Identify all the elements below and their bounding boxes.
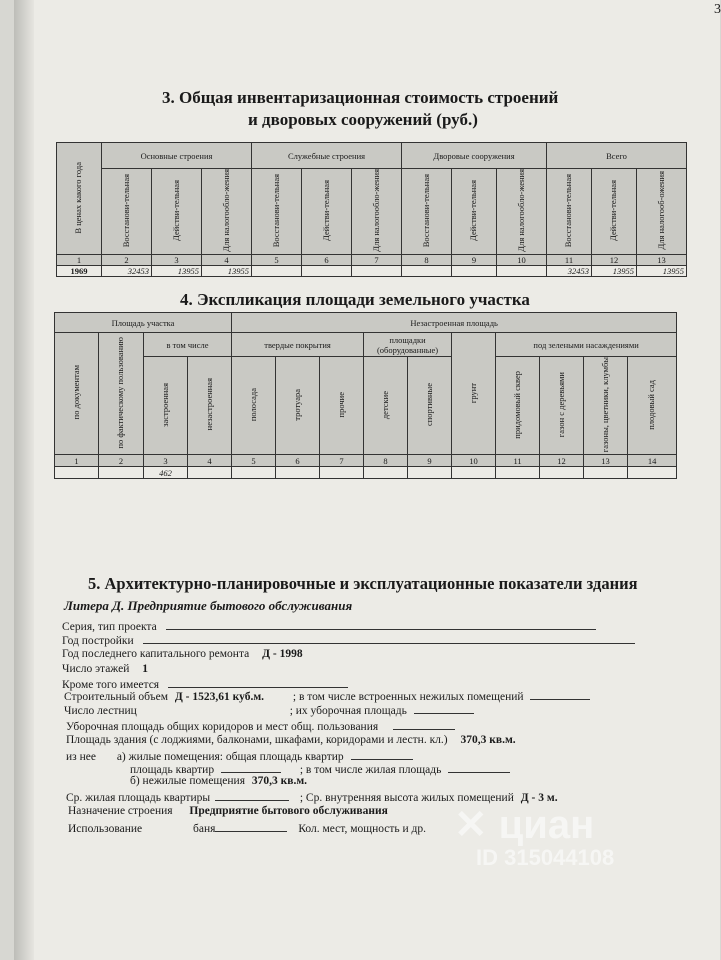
sub-header: Восстанови-тельная <box>120 173 131 247</box>
sub-header: Для налогооблo-жения <box>220 169 231 252</box>
table-cell: 13955 <box>592 265 637 276</box>
incl-living-label: ; в том числе жилая площадь <box>299 764 442 776</box>
col-header: по документам <box>70 365 81 420</box>
col-num: 2 <box>99 455 144 467</box>
table-cell <box>540 467 584 479</box>
col-num: 2 <box>102 254 152 265</box>
col-header: застроенная <box>159 382 170 427</box>
volume-label: Строительный объем <box>64 691 169 703</box>
table-cell <box>402 265 452 276</box>
apt-area-label: площадь квартир <box>130 764 215 776</box>
blank-line <box>393 719 455 730</box>
sub-header: Для налогооб-ожения <box>655 171 666 250</box>
section5-title: 5. Архитектурно-планировочные и эксплуатационные показатели здания <box>88 574 638 593</box>
usage-value: баня <box>193 823 216 835</box>
line-purpose <box>68 805 388 817</box>
floors-value: 1 <box>142 663 148 675</box>
hard-cover-header: твердые покрытия <box>232 333 364 357</box>
group-main: Основные строения <box>102 143 252 169</box>
blank-line <box>143 633 635 644</box>
avg-height-value: Д - 3 м. <box>520 792 558 804</box>
col-num: 4 <box>188 455 232 467</box>
table-cell <box>364 467 408 479</box>
col-num: 12 <box>540 455 584 467</box>
col-num: 7 <box>352 254 402 265</box>
col-num: 7 <box>320 455 364 467</box>
col-header: по фактическому пользованию <box>115 336 126 449</box>
group-total: Всего <box>547 143 687 169</box>
last-repair-label: Год последнего капитального ремонта <box>62 648 250 660</box>
line-last-repair <box>62 648 303 660</box>
stairs-label: Число лестниц <box>64 705 137 717</box>
green-header: под зелеными насаждениями <box>496 333 677 357</box>
col-header: газоны, цветники, клумбы <box>599 357 610 453</box>
col-num: 13 <box>584 455 628 467</box>
blank-line <box>168 677 348 688</box>
group-yard: Дворовые сооружения <box>402 143 547 169</box>
floors-label: Число этажей <box>62 663 130 675</box>
table-cell <box>452 467 496 479</box>
table-cell: 462 <box>144 467 188 479</box>
table-cell <box>276 467 320 479</box>
volume-value: Д - 1523,61 куб.м. <box>174 691 265 703</box>
section4-title: 4. Экспликация площади земельного участка <box>180 290 530 309</box>
last-repair-value: Д - 1998 <box>262 648 303 660</box>
column-number-row <box>55 455 677 467</box>
building-area-label: Площадь здания (с лоджиями, балконами, шкафами, коридорами и лестн. кл.) <box>66 734 448 746</box>
col-num: 10 <box>452 455 496 467</box>
group-service: Служебные строения <box>252 143 402 169</box>
line-year-built <box>62 633 635 647</box>
col-num: 1 <box>55 455 99 467</box>
blank-line <box>530 689 590 700</box>
table-cell: 32453 <box>102 265 152 276</box>
cleaning-label: Уборочная площадь общих коридоров и мест общ. пользования <box>66 721 379 733</box>
col-num: 6 <box>276 455 320 467</box>
sub-header: Действи-тельная <box>170 179 181 241</box>
sub-header: Восстанови-тельная <box>563 173 574 247</box>
usage-tail: Кол. мест, мощность и др. <box>298 823 427 835</box>
col-num: 11 <box>496 455 540 467</box>
table-cell <box>408 467 452 479</box>
page-number: 3 <box>714 2 721 17</box>
document-sheet <box>14 0 720 960</box>
table-cell: 13955 <box>637 265 687 276</box>
section3-title: 3. Общая инвентаризационная стоимость строений <box>162 88 559 107</box>
series-label: Серия, тип проекта <box>62 621 157 633</box>
line-averages <box>66 790 558 804</box>
col-header: спортивные <box>423 383 434 427</box>
sub-header: Для налогооблo-жения <box>370 169 381 252</box>
table-cell <box>99 467 144 479</box>
table-cell: 13955 <box>202 265 252 276</box>
line-usage <box>68 821 426 835</box>
table-row <box>57 265 687 276</box>
watermark <box>454 805 614 871</box>
line-cleaning <box>66 719 455 733</box>
table-cell <box>628 467 677 479</box>
col-header: придомовый сквер <box>511 370 522 439</box>
avg-height-label: ; Ср. внутренняя высота жилых помещений <box>299 792 514 804</box>
building-area-value: 370,3 кв.м. <box>460 734 516 746</box>
year-built-label: Год постройки <box>62 635 134 647</box>
table-cell <box>352 265 402 276</box>
sub-header: Действи-тельная <box>468 179 479 241</box>
col-num: 10 <box>497 254 547 265</box>
col-num: 8 <box>364 455 408 467</box>
col-header: газон с деревьями <box>555 372 566 438</box>
table-cell <box>188 467 232 479</box>
line-building-area <box>66 734 516 746</box>
col-num: 3 <box>144 455 188 467</box>
col-num: 6 <box>302 254 352 265</box>
sub-header: Действи-тельная <box>320 179 331 241</box>
besides-label: Кроме того имеется <box>62 679 160 691</box>
group-unbuilt: Незастроенная площадь <box>232 313 677 333</box>
col-num: 9 <box>452 254 497 265</box>
col-header: незастроенная <box>203 378 214 431</box>
col-num: 11 <box>547 254 592 265</box>
table-cell <box>496 467 540 479</box>
table-cell: 32453 <box>547 265 592 276</box>
col-num: 3 <box>152 254 202 265</box>
cell-year: 1969 <box>57 265 102 276</box>
col-num: 8 <box>402 254 452 265</box>
blank-line <box>351 749 413 760</box>
col-num: 5 <box>232 455 276 467</box>
binding-fold <box>14 0 34 960</box>
col-header: грунт <box>467 382 478 403</box>
table-row <box>55 467 677 479</box>
col-header: плодовый сад <box>646 379 657 430</box>
blank-line <box>221 762 281 773</box>
col-num: 13 <box>637 254 687 265</box>
col-num: 14 <box>628 455 677 467</box>
section3-title-2: и дворовых сооружений (руб.) <box>248 110 478 129</box>
group-area: Площадь участка <box>55 313 232 333</box>
table-cell <box>232 467 276 479</box>
col-header: тротуара <box>291 388 302 421</box>
line-volume <box>64 689 590 703</box>
line-floors <box>62 663 148 675</box>
col-num: 12 <box>592 254 637 265</box>
sub-header: Восстанови-тельная <box>270 173 281 247</box>
col-num: 5 <box>252 254 302 265</box>
table-cell <box>302 265 352 276</box>
section5-subtitle: Литера Д. Предприятие бытового обслуживания <box>64 598 353 613</box>
blank-line <box>166 619 596 630</box>
column-number-row <box>57 254 687 265</box>
blank-line <box>215 821 287 832</box>
col-header: прочие <box>335 391 346 418</box>
residential-label: а) жилые помещения: общая площадь квартир <box>116 751 344 763</box>
watermark-id: ID 315044108 <box>476 845 615 870</box>
sub-header: Действи-тельная <box>608 179 619 241</box>
line-residential <box>66 749 413 763</box>
table-cell <box>497 265 547 276</box>
line-apt-area <box>130 762 510 776</box>
avg-living-label: Ср. жилая площадь квартиры <box>66 792 211 804</box>
usage-label: Использование <box>68 823 143 835</box>
section3-table <box>56 142 687 277</box>
table-cell <box>252 265 302 276</box>
playgrounds-header: площадки (оборудованные) <box>364 333 452 357</box>
purpose-label: Назначение строения <box>68 805 173 817</box>
blank-line <box>414 703 474 714</box>
cian-logo-icon: ✕ <box>454 803 488 847</box>
table-cell <box>452 265 497 276</box>
stairs-area-label: ; их уборочная площадь <box>289 705 407 717</box>
col-year-header: В ценах какого года <box>73 161 84 234</box>
including-header: в том числе <box>144 333 232 357</box>
incl-nonres-label: ; в том числе встроенных нежилых помещений <box>292 691 524 703</box>
col-num: 4 <box>202 254 252 265</box>
col-header: полосада <box>247 388 258 422</box>
col-header: детские <box>379 390 390 419</box>
blank-line <box>215 790 289 801</box>
col-num: 1 <box>57 254 102 265</box>
section4-table <box>54 312 677 479</box>
purpose-value: Предприятие бытового обслуживания <box>189 805 388 817</box>
of-them-label: из нее <box>66 751 96 763</box>
nonres-label: б) нежилые помещения <box>130 775 245 787</box>
table-cell: 13955 <box>152 265 202 276</box>
col-num: 9 <box>408 455 452 467</box>
line-nonresidential <box>130 775 307 787</box>
table-cell <box>320 467 364 479</box>
watermark-brand: циан <box>498 803 595 847</box>
blank-line <box>448 762 510 773</box>
table-cell <box>584 467 628 479</box>
sub-header: Восстанови-тельная <box>420 173 431 247</box>
nonres-value: 370,3 кв.м. <box>251 775 308 787</box>
sub-header: Для налогооблo-жения <box>515 169 526 252</box>
line-stairs <box>64 703 474 717</box>
table-cell <box>55 467 99 479</box>
line-series <box>62 619 596 633</box>
